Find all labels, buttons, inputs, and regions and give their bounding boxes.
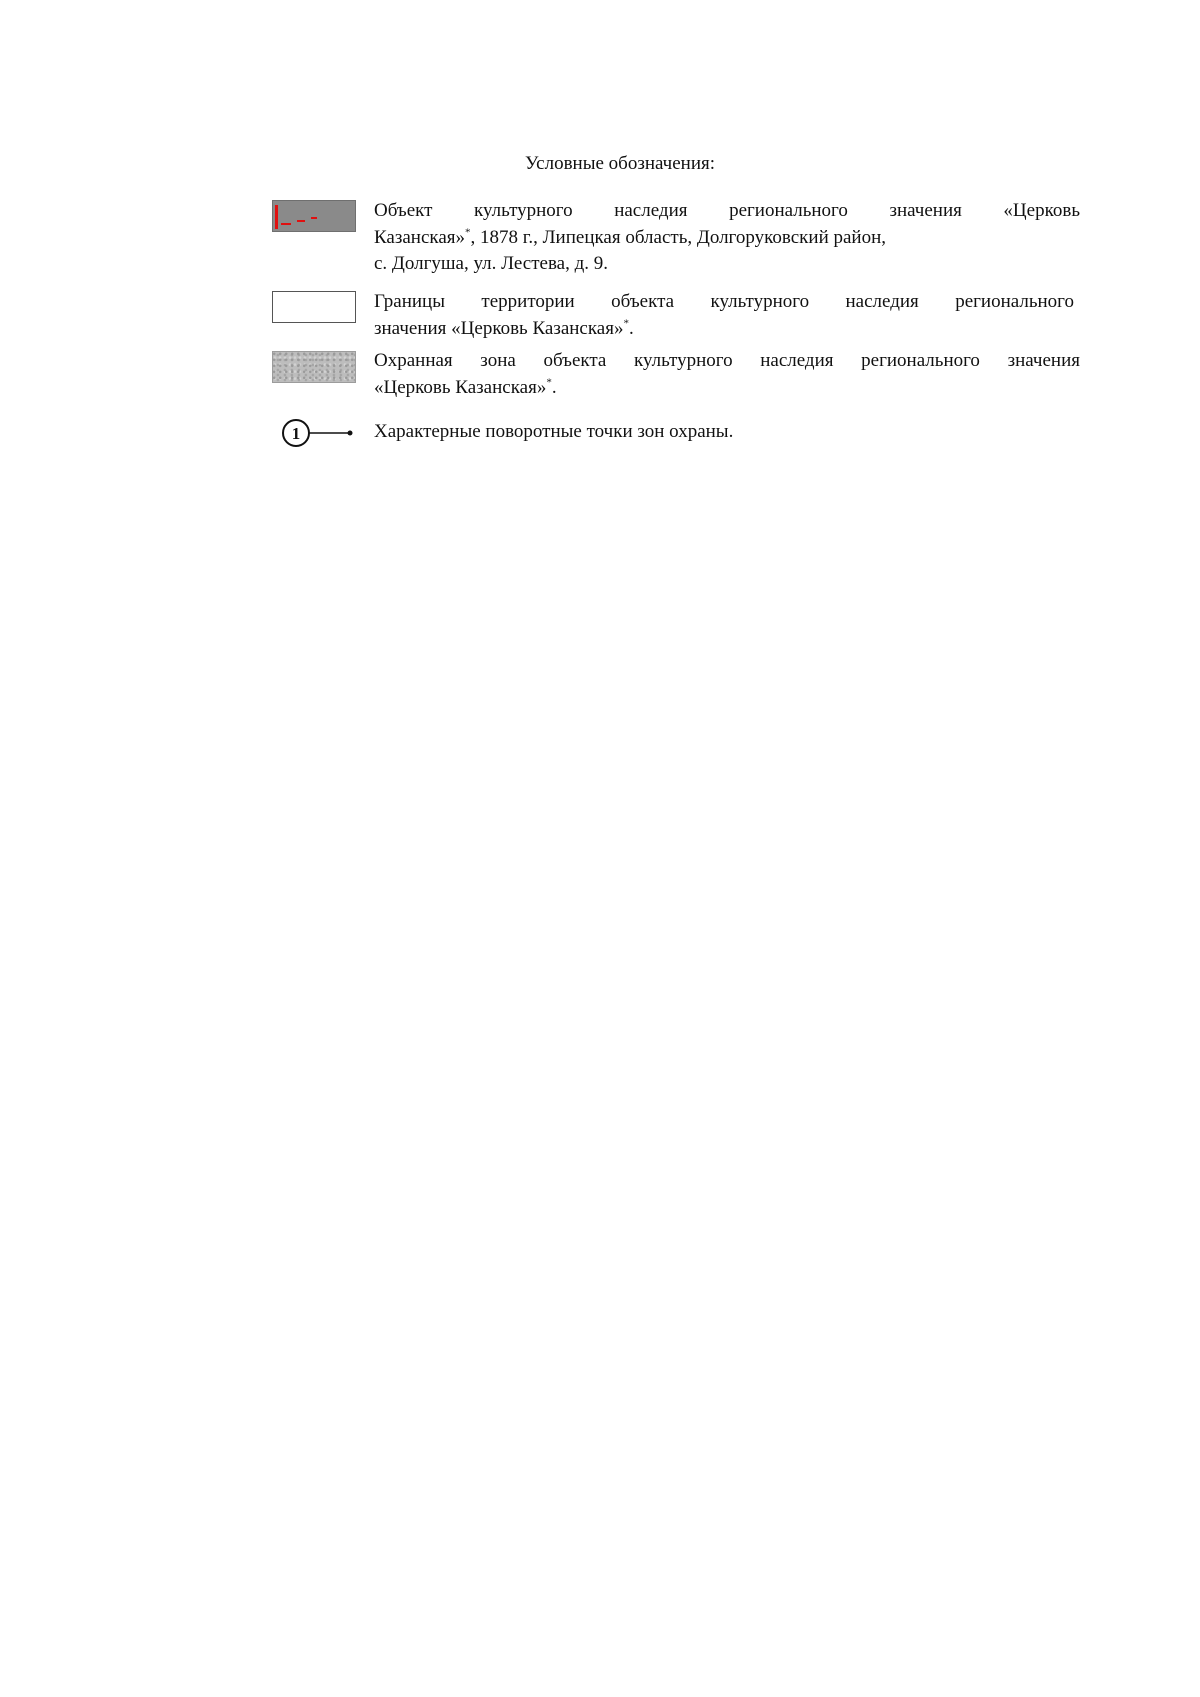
legend-item-boundary <box>272 289 1080 345</box>
legend-item-boundary-text <box>374 289 1074 342</box>
legend-item-boundary-line2-post: . <box>628 317 634 339</box>
legend-item-protection-zone-line2-post: . <box>551 376 557 398</box>
object-swatch <box>272 200 356 232</box>
legend-item-protection-zone-line2 <box>374 375 1080 402</box>
legend-item-object-line3: с. Долгуша, ул. Лестева, д. 9. <box>374 253 609 274</box>
legend-item-protection-zone-footnote-mark: * <box>546 376 552 389</box>
legend-item-boundary-line1: Границы территории объекта культурного наследия регионального <box>374 291 1074 312</box>
legend-item-object-line2-post: , 1878 г., Липецкая область, Долгоруковский район, <box>470 226 887 248</box>
legend-item-object-footnote-mark: * <box>465 226 471 239</box>
legend-item-object-line2-pre: Казанская» <box>374 226 466 248</box>
turning-point-marker-icon <box>280 418 370 448</box>
legend-item-object-text <box>374 198 1080 278</box>
legend-item-object-line1: Объект культурного наследия регионального значения «Церковь <box>374 200 1080 221</box>
protection-zone-swatch <box>272 351 356 383</box>
boundary-swatch <box>272 291 356 323</box>
legend-item-object <box>272 198 1080 282</box>
legend-item-protection-zone-line2-pre: «Церковь Казанская» <box>374 376 547 398</box>
legend-item-boundary-footnote-mark: * <box>623 317 629 330</box>
legend-item-turning-points <box>272 418 1080 452</box>
legend-item-turning-points-text <box>374 419 1080 446</box>
legend-item-boundary-line2 <box>374 316 1074 343</box>
legend-item-protection-zone-text <box>374 348 1080 401</box>
legend-item-turning-points-line1: Характерные поворотные точки зон охраны. <box>374 421 734 442</box>
legend-item-protection-zone-line1: Охранная зона объекта культурного наследия регионального значения <box>374 350 1080 371</box>
legend-item-object-line2 <box>374 225 1080 252</box>
turning-point-marker-number: 1 <box>291 424 301 443</box>
legend-item-protection-zone <box>272 348 1080 404</box>
legend-item-boundary-line2-pre: значения «Церковь Казанская» <box>374 317 624 339</box>
legend-title: Условные обозначения: <box>524 153 716 174</box>
